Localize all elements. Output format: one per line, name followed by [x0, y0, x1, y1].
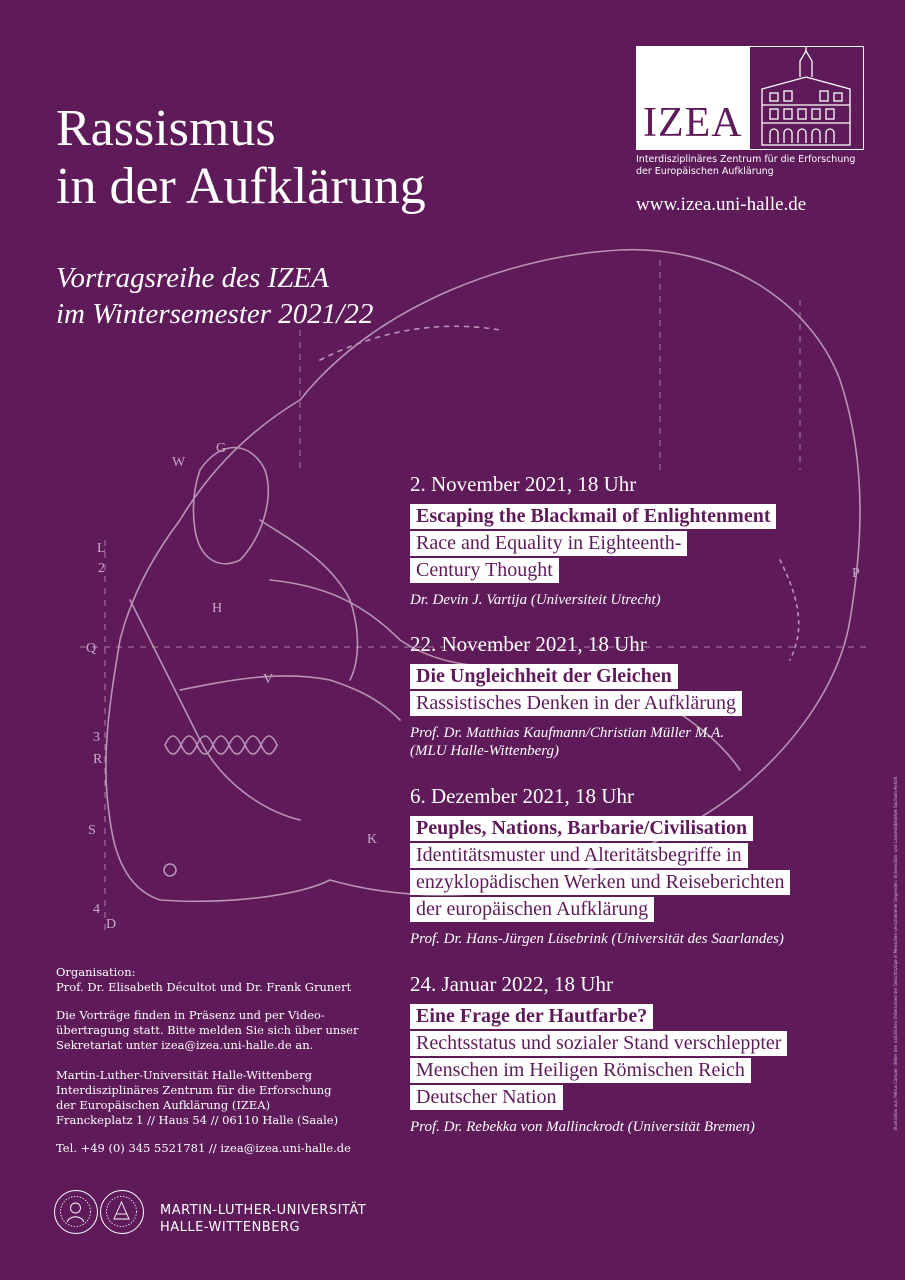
subtitle-line-2: im Wintersemester 2021/22: [56, 298, 374, 330]
logo-caption-line-1: Interdisziplinäres Zentrum für die Erforschung: [636, 154, 856, 165]
event-title: Peuples, Nations, Barbarie/Civilisation: [410, 816, 753, 841]
event-speaker: Prof. Dr. Rebekka von Mallinckrodt (Universität Bremen): [410, 1119, 755, 1135]
notice-line: Die Vorträge finden in Präsenz und per Video-: [56, 1008, 325, 1022]
letter-4: 4: [93, 902, 100, 917]
letter-2: 2: [98, 561, 105, 576]
letter-3: 3: [93, 730, 100, 745]
image-credit: Illustration aus: Petrus Camper: Ueber den natürlichen Unterschied der Gesichtszüge in Menschen verschiedener Gegenden; Universitäts- und Landesbibliothek Sachsen-Anhalt: [893, 776, 898, 1130]
letter-g: G: [216, 441, 227, 456]
event-speaker: Prof. Dr. Hans-Jürgen Lüsebrink (Universität des Saarlandes): [410, 931, 784, 947]
university-wordmark: [160, 1202, 366, 1236]
event-2: [410, 630, 880, 760]
organisation-label: Organisation:: [56, 965, 136, 979]
letter-d: D: [106, 917, 117, 932]
event-title: Die Ungleichheit der Gleichen: [410, 664, 678, 689]
event-date: 2. November 2021, 18 Uhr: [410, 472, 637, 496]
event-date: 22. November 2021, 18 Uhr: [410, 632, 647, 656]
contact-line[interactable]: Tel. +49 (0) 345 5521781 // izea@izea.uni-halle.de: [56, 1141, 351, 1155]
letter-r: R: [93, 752, 103, 767]
event-subtitle-line: Race and Equality in Eighteenth-: [410, 531, 687, 556]
event-subtitle-line: Rechtsstatus und sozialer Stand verschleppter: [410, 1031, 787, 1056]
izea-logo-text: IZEA: [643, 100, 743, 146]
event-title: Eine Frage der Hautfarbe?: [410, 1004, 653, 1029]
event-1: [410, 470, 880, 609]
event-subtitle-line: enzyklopädischen Werken und Reiseberichten: [410, 870, 790, 895]
event-subtitle-line: der europäischen Aufklärung: [410, 897, 654, 922]
event-subtitle-line: Rassistisches Denken in der Aufklärung: [410, 691, 742, 716]
organisation-names: Prof. Dr. Elisabeth Décultot und Dr. Frank Grunert: [56, 980, 352, 994]
letter-l: L: [97, 541, 106, 556]
izea-logo: [636, 46, 864, 150]
event-speaker: Dr. Devin J. Vartija (Universiteit Utrecht): [410, 592, 661, 608]
event-speaker-line: Prof. Dr. Matthias Kaufmann/Christian Müller M.A.: [410, 725, 725, 741]
university-seal-icon: [54, 1190, 98, 1234]
logo-caption-line-2: der Europäischen Aufklärung: [636, 166, 774, 177]
event-speaker: [410, 724, 880, 760]
address-block: [56, 1068, 376, 1128]
address-line: Franckeplatz 1 // Haus 54 // 06110 Halle (Saale): [56, 1113, 339, 1127]
event-subtitle-line: Identitätsmuster und Alteritätsbegriffe in: [410, 843, 748, 868]
event-date: 24. Januar 2022, 18 Uhr: [410, 972, 613, 996]
title-line-1: Rassismus: [56, 100, 276, 157]
event-subtitle-line: Century Thought: [410, 558, 559, 583]
letter-q: Q: [86, 641, 97, 656]
letter-w: W: [172, 455, 186, 470]
notice-block: [56, 1008, 376, 1053]
izea-logo-wordmark-bg: [637, 47, 750, 149]
website-url[interactable]: www.izea.uni-halle.de: [636, 194, 807, 215]
address-line: Martin-Luther-Universität Halle-Wittenberg: [56, 1068, 312, 1082]
izea-logo-caption: [636, 154, 876, 178]
organisation-block: [56, 965, 376, 995]
event-3: [410, 782, 880, 948]
event-subtitle-line: Deutscher Nation: [410, 1085, 563, 1110]
notice-line: Sekretariat unter izea@izea.uni-halle.de an.: [56, 1038, 314, 1052]
letter-k: K: [367, 832, 378, 847]
letter-p: P: [852, 566, 860, 581]
subtitle-line-1: Vortragsreihe des IZEA: [56, 262, 329, 294]
event-date: 6. Dezember 2021, 18 Uhr: [410, 784, 634, 808]
seal-detail-icon: [101, 1191, 142, 1232]
university-seal-icon-2: [100, 1190, 144, 1234]
building-icon: [750, 47, 863, 149]
event-title: Escaping the Blackmail of Enlightenment: [410, 504, 776, 529]
address-line: der Europäischen Aufklärung (IZEA): [56, 1098, 271, 1112]
event-4: [410, 970, 880, 1136]
poster-title: [56, 100, 426, 216]
seal-detail-icon: [55, 1191, 96, 1232]
event-subtitle-line: Menschen im Heiligen Römischen Reich: [410, 1058, 751, 1083]
address-line: Interdisziplinäres Zentrum für die Erforschung: [56, 1083, 332, 1097]
letter-s: S: [88, 823, 96, 838]
university-line-1: MARTIN-LUTHER-UNIVERSITÄT: [160, 1203, 367, 1218]
letter-v: V: [263, 672, 274, 687]
notice-line: übertragung statt. Bitte melden Sie sich über unser: [56, 1023, 359, 1037]
letter-h: H: [212, 601, 223, 616]
title-line-2: in der Aufklärung: [56, 158, 426, 215]
university-line-2: HALLE-WITTENBERG: [160, 1220, 301, 1235]
event-speaker-line: (MLU Halle-Wittenberg): [410, 743, 559, 759]
poster-subtitle: [56, 260, 373, 332]
